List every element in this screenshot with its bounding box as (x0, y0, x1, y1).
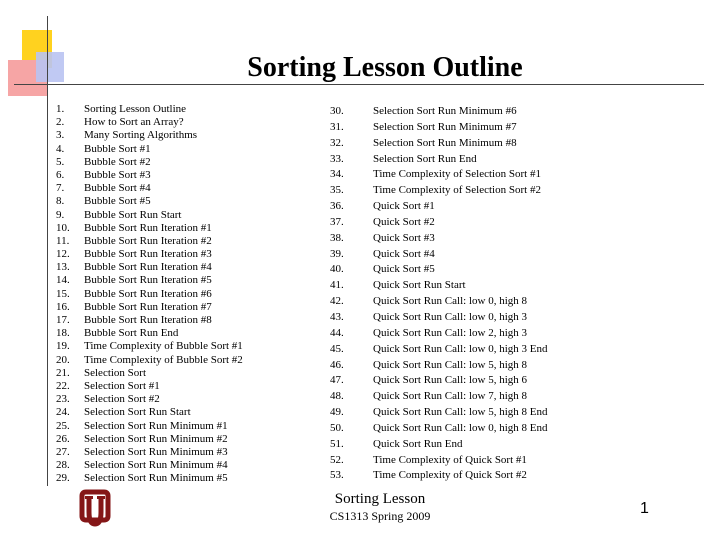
outline-item (28, 156, 243, 169)
outline-item-number-text: 10. (56, 221, 70, 234)
outline-item (28, 340, 243, 353)
outline-item (28, 314, 243, 327)
outline-item-number-text: 37. (330, 215, 344, 228)
outline-item (28, 182, 243, 195)
outline-item (28, 288, 243, 301)
ou-interlocking-logo-icon (78, 488, 112, 528)
outline-item-number-text: 15. (56, 287, 70, 300)
outline-item (320, 183, 547, 199)
outline-item (28, 301, 243, 314)
outline-item-number-text: 23. (56, 393, 70, 406)
outline-item-number (28, 393, 84, 406)
outline-item-number (320, 326, 373, 342)
outline-item-number (28, 340, 84, 353)
outline-item-number (320, 342, 373, 358)
slide-footer (300, 490, 460, 524)
outline-item-number (28, 195, 84, 208)
outline-item (320, 247, 547, 263)
outline-item-number-text: 25. (56, 419, 70, 432)
outline-item (320, 294, 547, 310)
outline-item-number-text: 19. (56, 340, 70, 353)
outline-item-text: Selection Sort Run Minimum #8 (373, 136, 517, 149)
outline-item-number (320, 278, 373, 294)
outline-item-number (320, 405, 373, 421)
outline-item (28, 222, 243, 235)
outline-item-number-text: 39. (330, 247, 344, 260)
outline-item (28, 446, 243, 459)
outline-item-text: Bubble Sort Run Iteration #3 (84, 248, 212, 261)
outline-item-number-text: 35. (330, 184, 344, 197)
outline-item-number-text: 2. (56, 116, 65, 129)
outline-item-number-text: 53. (330, 469, 344, 482)
outline-item-text: Bubble Sort Run End (84, 327, 179, 340)
outline-item-text: Quick Sort #1 (373, 200, 435, 213)
outline-item-number (320, 120, 373, 136)
outline-item-text: Sorting Lesson Outline (84, 103, 187, 115)
outline-item-number-text: 3. (56, 129, 65, 142)
outline-item (320, 310, 547, 326)
outline-item-number (28, 327, 84, 340)
outline-item-text: Bubble Sort Run Iteration #6 (84, 287, 212, 300)
outline-item-text: Quick Sort Run Call: low 0, high 8 (373, 295, 527, 308)
outline-item-text: Selection Sort Run Minimum #3 (84, 445, 228, 458)
outline-item (320, 405, 547, 421)
outline-item-number-text: 45. (330, 342, 344, 355)
outline-item-number-text: 22. (56, 379, 70, 392)
outline-item (320, 342, 547, 358)
outline-item-number (28, 235, 84, 248)
outline-item-text: Bubble Sort #2 (84, 155, 151, 168)
outline-item-number (28, 459, 84, 472)
outline-item-number-text: 17. (56, 314, 70, 326)
outline-item (28, 103, 243, 116)
outline-item (320, 104, 547, 120)
outline-item-text: Bubble Sort #3 (84, 168, 151, 181)
outline-item-number (320, 437, 373, 453)
outline-item-number-text: 24. (56, 406, 70, 419)
outline-item (320, 421, 547, 437)
outline-item-number (28, 472, 84, 485)
outline-item (28, 420, 243, 433)
outline-item (320, 437, 547, 453)
outline-item-number (28, 380, 84, 393)
outline-item-text: Selection Sort Run Minimum #4 (84, 459, 228, 472)
outline-item (28, 459, 243, 472)
outline-item-text: Selection Sort #2 (84, 393, 160, 406)
outline-item-number (28, 182, 84, 195)
outline-item-text: Bubble Sort Run Iteration #5 (84, 274, 212, 287)
outline-item-text: Bubble Sort Run Iteration #8 (84, 314, 212, 326)
outline-item (28, 235, 243, 248)
outline-item-number-text: 42. (330, 295, 344, 308)
outline-item-number (320, 421, 373, 437)
outline-item-number (320, 199, 373, 215)
outline-item (28, 116, 243, 129)
outline-item-number-text: 44. (330, 326, 344, 339)
outline-item-number-text: 41. (330, 279, 344, 292)
outline-item-number (320, 468, 373, 484)
outline-item-text: Quick Sort Run End (373, 437, 463, 450)
outline-item-text: Bubble Sort #4 (84, 182, 151, 195)
outline-item (28, 248, 243, 261)
outline-item-number (28, 367, 84, 380)
outline-item-number-text: 18. (56, 327, 70, 340)
outline-item-text: Quick Sort Run Call: low 0, high 8 End (373, 421, 548, 434)
outline-item-text: Bubble Sort Run Iteration #7 (84, 300, 212, 313)
outline-item-number-text: 8. (56, 195, 65, 208)
outline-item-number (320, 294, 373, 310)
outline-item-number-text: 36. (330, 200, 344, 213)
outline-item-number-text: 6. (56, 168, 65, 181)
outline-item (28, 393, 243, 406)
outline-item-number-text: 1. (56, 103, 65, 115)
outline-item-text: Many Sorting Algorithms (84, 129, 198, 142)
outline-item (28, 433, 243, 446)
outline-item-number (28, 274, 84, 287)
outline-item-number (320, 152, 373, 168)
outline-item-text: Quick Sort Run Call: low 5, high 6 (373, 374, 527, 387)
outline-item-text: Time Complexity of Quick Sort #2 (373, 469, 527, 482)
outline-item-number-text: 33. (330, 152, 344, 165)
outline-item-number (28, 248, 84, 261)
outline-item (320, 278, 547, 294)
outline-item-text: Bubble Sort Run Iteration #2 (84, 234, 212, 247)
outline-item (320, 468, 547, 484)
outline-item-number (28, 288, 84, 301)
outline-item-number-text: 38. (330, 231, 344, 244)
outline-item-text: Time Complexity of Selection Sort #2 (373, 184, 541, 197)
outline-item-text: Time Complexity of Bubble Sort #1 (84, 340, 243, 353)
outline-item-text: Selection Sort (84, 366, 147, 379)
outline-item-number (320, 358, 373, 374)
outline-item-text: Quick Sort Run Call: low 2, high 3 (373, 326, 527, 339)
outline-item-number-text: 16. (56, 300, 70, 313)
outline-list-right (320, 104, 547, 484)
outline-item (320, 231, 547, 247)
outline-item-number (320, 262, 373, 278)
outline-item-number-text: 29. (56, 472, 70, 485)
outline-item (320, 358, 547, 374)
outline-item-text: Quick Sort Run Call: low 0, high 3 (373, 310, 527, 323)
outline-item-text: Selection Sort #1 (84, 379, 160, 392)
outline-item-text: Selection Sort Run Start (84, 406, 191, 419)
outline-item-number (28, 446, 84, 459)
outline-item-number (28, 129, 84, 142)
outline-item-text: Quick Sort Run Call: low 0, high 3 End (373, 342, 548, 355)
outline-item-text: Quick Sort Run Start (373, 279, 466, 292)
outline-item-number-text: 27. (56, 445, 70, 458)
outline-item-text: Selection Sort Run Minimum #5 (84, 472, 228, 485)
outline-item-text: Selection Sort Run Minimum #1 (84, 419, 228, 432)
outline-item-number-text: 28. (56, 459, 70, 472)
outline-item (28, 327, 243, 340)
outline-item-text: Quick Sort #3 (373, 231, 435, 244)
outline-item-number (320, 215, 373, 231)
outline-item (28, 169, 243, 182)
outline-item-text: Time Complexity of Bubble Sort #2 (84, 353, 243, 366)
outline-item-number-text: 31. (330, 120, 344, 133)
outline-item-number-text: 51. (330, 437, 344, 450)
outline-list-left (28, 103, 243, 485)
outline-item (28, 274, 243, 287)
outline-item-text: Quick Sort #4 (373, 247, 435, 260)
outline-item (28, 129, 243, 142)
outline-item (28, 406, 243, 419)
outline-item (28, 261, 243, 274)
outline-item-number-text: 43. (330, 310, 344, 323)
outline-item-number (320, 183, 373, 199)
outline-item-number (320, 310, 373, 326)
outline-item-number-text: 46. (330, 358, 344, 371)
outline-item-number (28, 420, 84, 433)
outline-item (320, 215, 547, 231)
outline-item (320, 120, 547, 136)
outline-item-number (320, 231, 373, 247)
outline-item-number (28, 156, 84, 169)
outline-item-number (320, 167, 373, 183)
outline-item-number-text: 48. (330, 390, 344, 403)
outline-item-number-text: 30. (330, 105, 344, 117)
outline-item-number-text: 47. (330, 374, 344, 387)
outline-item (320, 373, 547, 389)
outline-item-text: Time Complexity of Quick Sort #1 (373, 453, 527, 466)
outline-item-number-text: 26. (56, 432, 70, 445)
outline-item-number (28, 301, 84, 314)
outline-item-number (28, 209, 84, 222)
outline-item-number (28, 222, 84, 235)
outline-item-text: Bubble Sort Run Iteration #4 (84, 261, 212, 274)
outline-item-number (28, 169, 84, 182)
outline-item-number (28, 354, 84, 367)
slide-title: Sorting Lesson Outline (247, 52, 523, 83)
footer-lesson-title: Sorting Lesson (334, 491, 426, 507)
outline-item (320, 326, 547, 342)
outline-item (28, 367, 243, 380)
outline-item-number-text: 5. (56, 155, 65, 168)
outline-item (28, 195, 243, 208)
outline-item-number (320, 389, 373, 405)
outline-item-number-text: 49. (330, 406, 344, 419)
outline-item-number-text: 13. (56, 261, 70, 274)
outline-item-text: Bubble Sort #1 (84, 142, 151, 155)
outline-item-text: Bubble Sort Run Start (84, 208, 182, 221)
outline-item-number (28, 103, 84, 116)
outline-item (320, 453, 547, 469)
outline-item-number-text: 52. (330, 453, 344, 466)
outline-item (28, 472, 243, 485)
outline-item-number (28, 261, 84, 274)
outline-item-number (320, 136, 373, 152)
outline-item (28, 354, 243, 367)
outline-item (320, 167, 547, 183)
outline-item-text: How to Sort an Array? (84, 116, 184, 129)
outline-item-number (320, 453, 373, 469)
outline-item-text: Quick Sort #5 (373, 263, 435, 276)
outline-item-text: Time Complexity of Selection Sort #1 (373, 168, 541, 181)
outline-item-text: Bubble Sort #5 (84, 195, 151, 208)
outline-item (320, 136, 547, 152)
outline-item-text: Quick Sort Run Call: low 7, high 8 (373, 390, 527, 403)
outline-item-text: Bubble Sort Run Iteration #1 (84, 221, 212, 234)
outline-item-number (28, 116, 84, 129)
outline-item-text: Selection Sort Run Minimum #6 (373, 105, 517, 117)
outline-item (320, 389, 547, 405)
outline-item-text: Selection Sort Run End (373, 152, 477, 165)
outline-item (28, 209, 243, 222)
outline-item-number-text: 7. (56, 182, 65, 195)
outline-item-number-text: 20. (56, 353, 70, 366)
footer-course: CS1313 Spring 2009 (329, 509, 431, 523)
outline-item-number-text: 14. (56, 274, 70, 287)
outline-item-number-text: 12. (56, 248, 70, 261)
page-number: 1 (640, 500, 649, 517)
outline-item-number (320, 373, 373, 389)
outline-item-text: Quick Sort #2 (373, 215, 435, 228)
outline-item-number-text: 50. (330, 421, 344, 434)
outline-item-number-text: 11. (56, 234, 70, 247)
outline-item-text: Selection Sort Run Minimum #2 (84, 432, 228, 445)
outline-item-text: Quick Sort Run Call: low 5, high 8 End (373, 406, 548, 419)
outline-item (28, 380, 243, 393)
outline-item-number (28, 433, 84, 446)
outline-item-number (28, 406, 84, 419)
outline-item (320, 262, 547, 278)
outline-item-number-text: 32. (330, 136, 344, 149)
outline-item-number-text: 34. (330, 168, 344, 181)
outline-item-number (28, 143, 84, 156)
outline-item-text: Quick Sort Run Call: low 5, high 8 (373, 358, 527, 371)
outline-item-number (28, 314, 84, 327)
outline-item (320, 152, 547, 168)
outline-item-number-text: 4. (56, 142, 65, 155)
outline-item-number (320, 247, 373, 263)
outline-item-number-text: 9. (56, 208, 65, 221)
outline-item (28, 143, 243, 156)
outline-item-text: Selection Sort Run Minimum #7 (373, 120, 517, 133)
outline-item-number-text: 21. (56, 366, 70, 379)
decorative-blue-block (36, 52, 64, 82)
outline-item-number (320, 104, 373, 120)
outline-item (320, 199, 547, 215)
outline-item-number-text: 40. (330, 263, 344, 276)
